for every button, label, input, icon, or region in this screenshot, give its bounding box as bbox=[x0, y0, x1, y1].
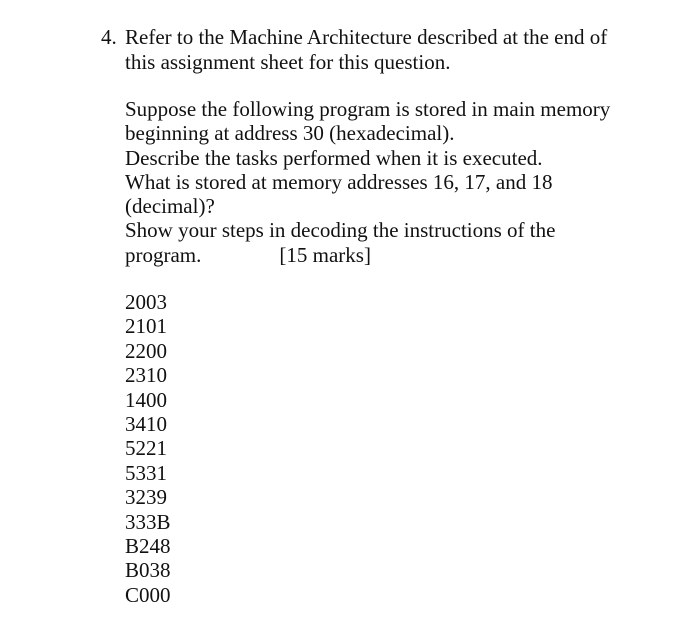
instruction: 2003 bbox=[125, 290, 167, 314]
question-header bbox=[101, 25, 661, 75]
header-line-1: Refer to the Machine Architecture described at the end of bbox=[125, 25, 608, 49]
question-number: 4. bbox=[101, 25, 117, 49]
instruction: 3239 bbox=[125, 485, 167, 510]
instruction: 5331 bbox=[125, 460, 167, 485]
instruction: 2310 bbox=[125, 363, 167, 388]
body-line: (decimal)? bbox=[125, 194, 215, 219]
body-line: Suppose the following program is stored in main memory bbox=[125, 97, 611, 121]
instruction: 2200 bbox=[125, 338, 167, 363]
question-body bbox=[125, 97, 665, 267]
body-last-line bbox=[125, 243, 665, 267]
marks-label: [15 marks] bbox=[279, 242, 371, 267]
instruction: 2101 bbox=[125, 314, 167, 339]
body-line: Describe the tasks performed when it is executed. bbox=[125, 145, 543, 170]
instruction: 5221 bbox=[125, 436, 167, 461]
body-line: What is stored at memory addresses 16, 17, and 18 bbox=[125, 169, 553, 194]
instruction: C000 bbox=[125, 582, 171, 607]
body-line-program: program. bbox=[125, 242, 202, 267]
body-line: beginning at address 30 (hexadecimal). bbox=[125, 121, 455, 146]
instruction: 3410 bbox=[125, 412, 167, 437]
instruction: B248 bbox=[125, 534, 171, 559]
instruction: 333B bbox=[125, 509, 171, 534]
body-line: Show your steps in decoding the instructions of the bbox=[125, 218, 556, 243]
instruction: B038 bbox=[125, 558, 171, 583]
program-listing bbox=[125, 290, 171, 607]
instruction: 1400 bbox=[125, 387, 167, 412]
header-line-2: this assignment sheet for this question. bbox=[125, 50, 451, 74]
